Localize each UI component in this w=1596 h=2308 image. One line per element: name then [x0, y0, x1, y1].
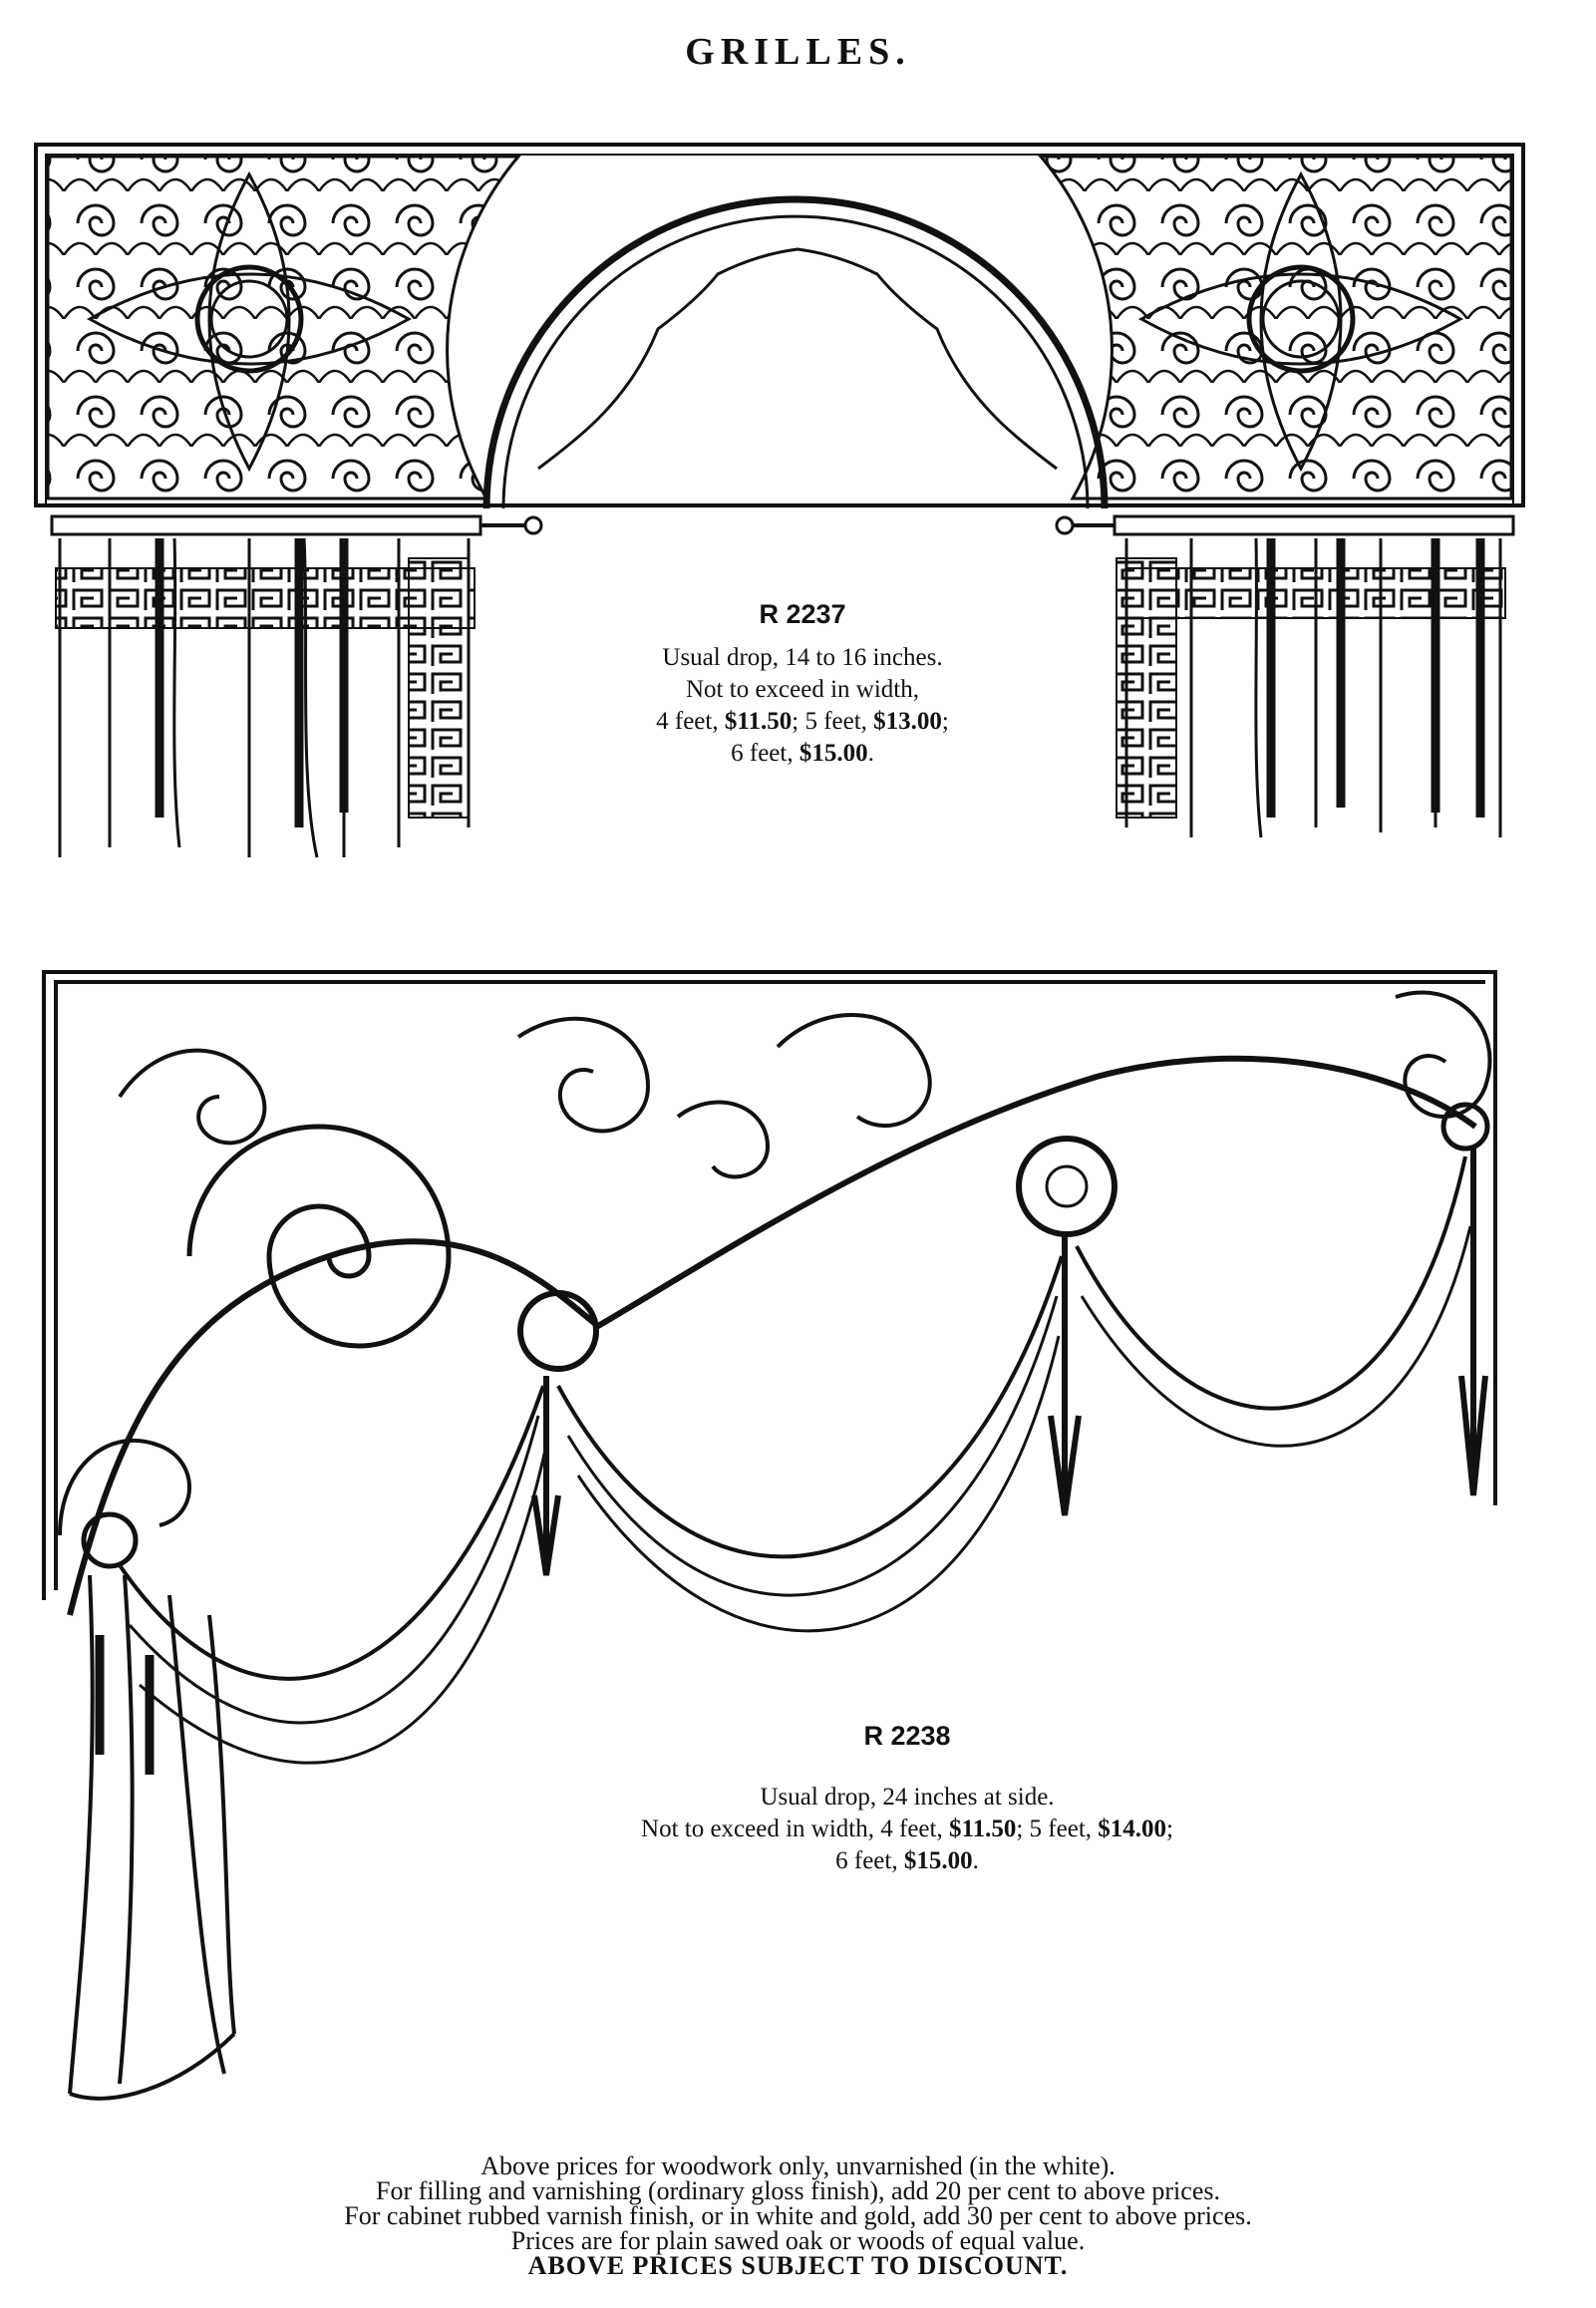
width-note: Not to exceed in width,: [686, 676, 919, 703]
price-size: 5 feet,: [804, 708, 867, 735]
note-line: For filling and varnishing (ordinary gloss finish), add 20 per cent to above prices.: [376, 2176, 1220, 2205]
width-note: Not to exceed in width,: [641, 1815, 874, 1842]
product-caption-r2238: [518, 1720, 1296, 1877]
price-value: $14.00: [1098, 1815, 1167, 1842]
price-size: 5 feet,: [1029, 1815, 1093, 1842]
price-size: 6 feet,: [731, 740, 794, 767]
note-line: Prices are for plain sawed oak or woods of equal value.: [510, 2226, 1086, 2255]
price-sep: ;: [792, 708, 799, 735]
price-value: $15.00: [903, 1847, 973, 1874]
note-line: Above prices for woodwork only, unvarnished (in the white).: [480, 2151, 1116, 2180]
page-title: GRILLES.: [685, 31, 911, 73]
price-sep: .: [867, 740, 874, 767]
price-size: 4 feet,: [656, 708, 719, 735]
price-sep: ;: [1166, 1815, 1173, 1842]
product-code: R 2237: [759, 599, 846, 629]
price-value: $11.50: [948, 1815, 1017, 1842]
price-sep: ;: [941, 708, 949, 735]
price-sep: .: [972, 1847, 979, 1874]
drop-text: Usual drop, 14 to 16 inches.: [662, 644, 943, 671]
price-size: 6 feet,: [835, 1847, 898, 1874]
price-size: 4 feet,: [880, 1815, 943, 1842]
price-line: [518, 1813, 1296, 1845]
product-code: R 2238: [863, 1721, 951, 1751]
drop-text: Usual drop, 24 inches at side.: [760, 1784, 1055, 1811]
price-value: $15.00: [798, 740, 868, 767]
price-line: [518, 1845, 1296, 1877]
note-line: For cabinet rubbed varnish finish, or in white and gold, add 30 per cent to above prices.: [344, 2201, 1252, 2230]
price-sep: ;: [1016, 1815, 1024, 1842]
price-value: $11.50: [724, 708, 793, 735]
discount-notice: ABOVE PRICES SUBJECT TO DISCOUNT.: [527, 2251, 1069, 2280]
pricing-notes: [0, 2153, 1596, 2278]
price-value: $13.00: [873, 708, 942, 735]
